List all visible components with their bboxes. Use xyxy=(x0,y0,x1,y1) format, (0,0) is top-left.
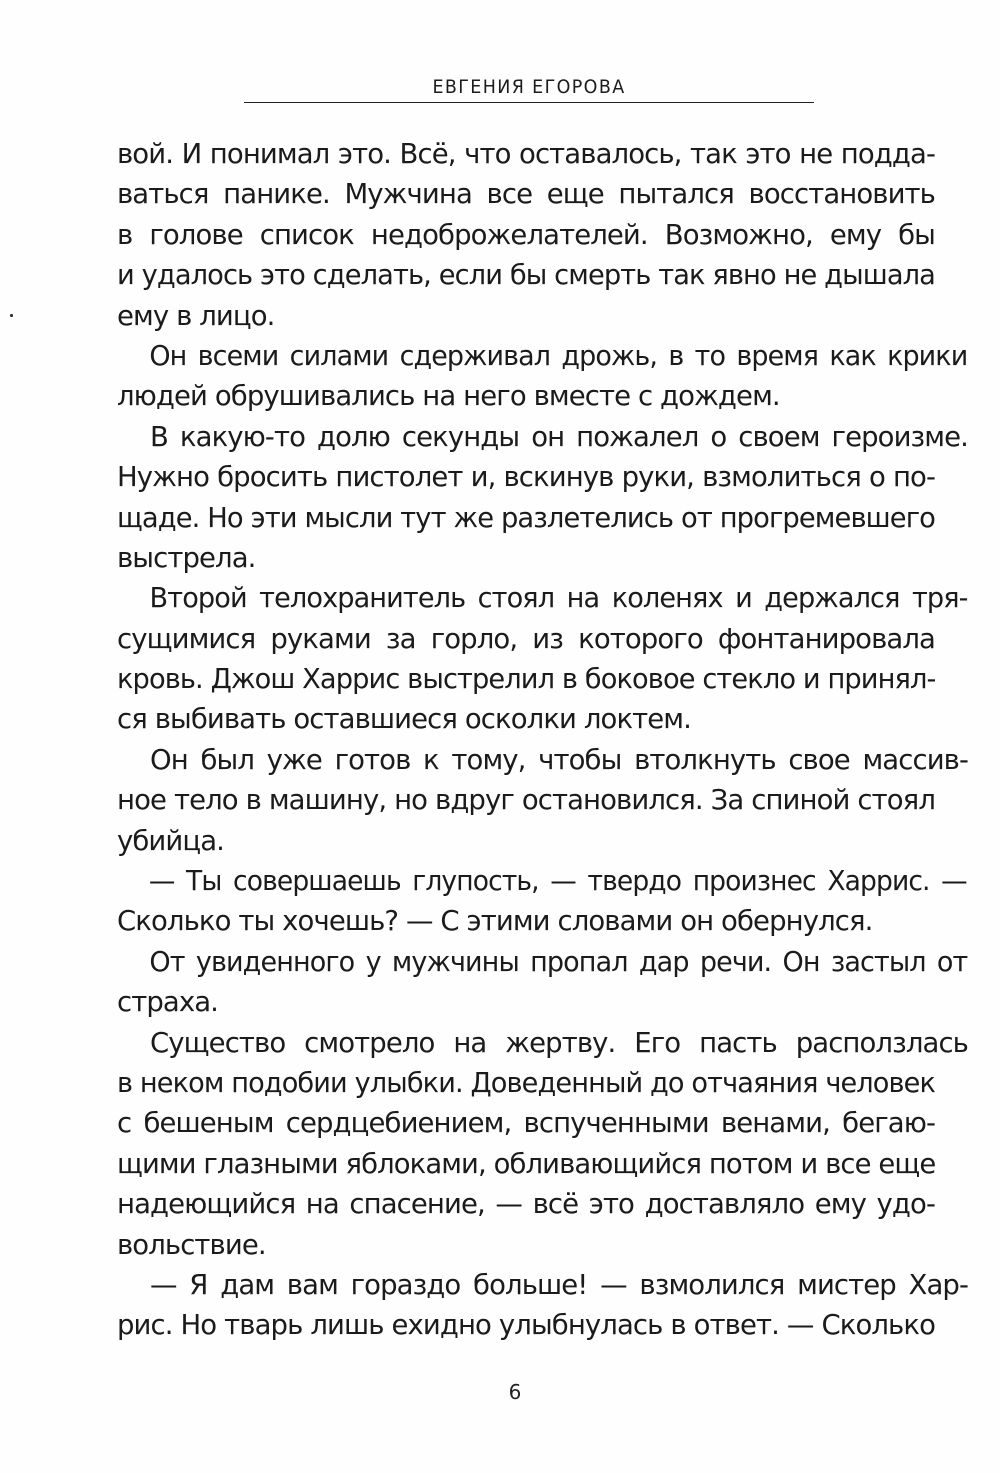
text-line: Сколько ты хочешь? — С этими словами он обернулся. xyxy=(117,905,873,938)
page-number: 6 xyxy=(508,1380,522,1404)
text-line: с бешеным сердцебиением, вспученными венами, бегаю- xyxy=(117,1107,935,1140)
text-line: щаде. Но эти мысли тут же разлетелись от прогремевшего xyxy=(117,501,935,534)
text-line: вольствие. xyxy=(117,1228,266,1261)
running-head-author: ЕВГЕНИЯ ЕГОРОВА xyxy=(432,76,626,98)
header-rule xyxy=(244,102,814,103)
text-line: надеющийся на спасение, — всё это доставляло ему удо- xyxy=(117,1188,935,1221)
text-line: в неком подобии улыбки. Доведенный до отчаяния человек xyxy=(117,1066,935,1099)
text-line: Второй телохранитель стоял на коленях и держался тря- xyxy=(149,582,968,615)
text-line: — Ты совершаешь глупость, — твердо произнес Харрис. — xyxy=(148,865,967,898)
text-line: ся выбивать оставшиеся осколки локтем. xyxy=(117,703,691,736)
text-line: ное тело в машину, но вдруг остановился. За спиной стоял xyxy=(117,784,935,817)
text-line: От увиденного у мужчины пропал дар речи. Он застыл от xyxy=(149,945,968,978)
text-line: в голове список недоброжелателей. Возможно, ему бы xyxy=(117,218,935,251)
text-line: вой. И понимал это. Всё, что оставалось, так это не подда- xyxy=(117,138,935,170)
text-line: рис. Но тварь лишь ехидно улыбнулась в ответ. — Сколько xyxy=(117,1309,935,1342)
text-line: Существо смотрело на жертву. Его пасть расползлась xyxy=(150,1026,968,1059)
text-line: ему в лицо. xyxy=(117,299,275,332)
text-line: — Я дам вам гораздо больше! — взмолился мистер Хар- xyxy=(150,1268,968,1301)
text-line: людей обрушивались на него вместе с дождем. xyxy=(117,380,780,413)
text-line: убийца. xyxy=(117,824,224,857)
text-line: сущимися руками за горло, из которого фонтанировала xyxy=(117,622,935,655)
margin-speck xyxy=(10,314,13,317)
text-line: выстрела. xyxy=(117,541,256,574)
text-line: В какую-то долю секунды он пожалел о своем героизме. xyxy=(150,420,968,453)
text-line: Он всеми силами сдерживал дрожь, в то время как крики xyxy=(149,339,968,372)
text-line: страха. xyxy=(117,986,219,1019)
text-line: ваться панике. Мужчина все еще пытался восстановить xyxy=(117,178,935,211)
text-line: Нужно бросить пистолет и, вскинув руки, взмолиться о по- xyxy=(117,461,935,494)
text-line: кровь. Джош Харрис выстрелил в боковое стекло и принял- xyxy=(117,663,936,696)
text-line: щими глазными яблоками, обливающийся потом и все еще xyxy=(117,1147,936,1180)
body-text xyxy=(117,134,968,1346)
text-line: и удалось это сделать, если бы смерть так явно не дышала xyxy=(117,259,935,292)
text-line: Он был уже готов к тому, чтобы втолкнуть свое массив- xyxy=(150,743,968,776)
